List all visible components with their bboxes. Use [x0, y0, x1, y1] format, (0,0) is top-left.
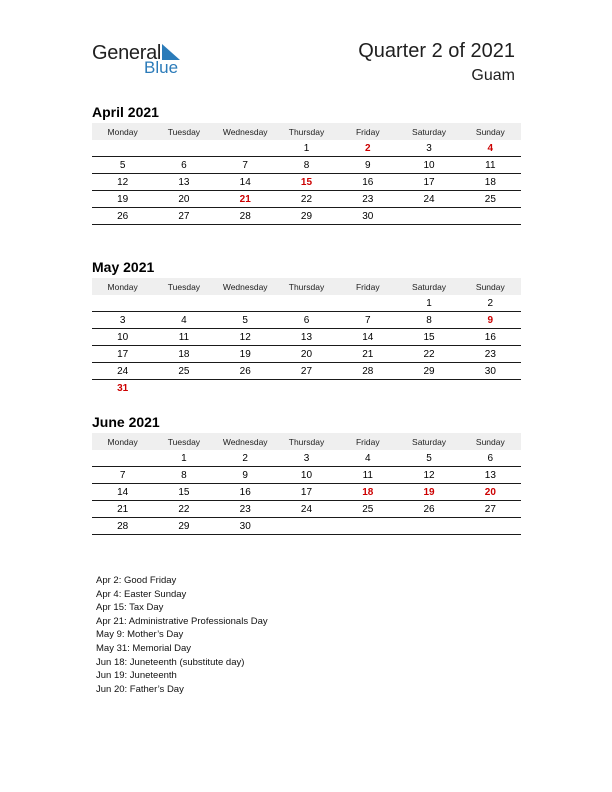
day-cell: 1	[303, 142, 310, 154]
day-cell: 4	[181, 314, 187, 326]
weekday-header	[92, 278, 521, 295]
month-may	[92, 259, 521, 397]
week-row	[92, 467, 521, 484]
holiday-item: May 9: Mother’s Day	[96, 629, 184, 641]
day-cell: 22	[423, 348, 435, 360]
day-cell: 21	[362, 348, 374, 360]
day-cell: 8	[426, 314, 432, 326]
day-cell: 23	[484, 348, 496, 360]
day-cell: 8	[303, 159, 310, 171]
weekday-label: Friday	[355, 281, 380, 292]
day-cell: 9	[242, 469, 248, 481]
day-cell: 27	[178, 210, 190, 222]
day-cell: 14	[239, 176, 251, 188]
day-cell: 7	[119, 469, 126, 481]
week-row	[92, 501, 521, 518]
day-cell: 26	[117, 210, 129, 222]
weekday-label: Monday	[107, 436, 138, 447]
day-cell: 14	[117, 486, 129, 498]
day-cell: 10	[300, 469, 313, 481]
weekday-label: Sunday	[475, 436, 505, 447]
day-cell: 25	[178, 365, 190, 377]
day-cell: 28	[362, 365, 374, 377]
week-row	[92, 380, 521, 397]
day-cell: 21	[239, 193, 251, 205]
day-cell: 21	[117, 503, 129, 515]
country-name: Guam	[471, 67, 515, 84]
day-cell: 15	[300, 176, 313, 188]
holiday-list	[96, 574, 268, 696]
weekday-label: Sunday	[475, 126, 505, 137]
page-title: Quarter 2 of 2021	[358, 40, 515, 62]
month-title: April 2021	[92, 104, 159, 120]
day-cell: 4	[364, 452, 371, 464]
week-row	[92, 518, 521, 535]
weekday-label: Wednesday	[222, 436, 268, 447]
week-row	[92, 346, 521, 363]
week-row	[92, 157, 521, 174]
day-cell: 2	[364, 142, 371, 154]
day-cell: 16	[484, 331, 496, 343]
day-cell: 25	[362, 503, 374, 515]
week-row	[92, 140, 521, 157]
day-cell: 6	[487, 452, 494, 464]
day-cell: 27	[300, 365, 313, 377]
day-cell: 20	[300, 348, 313, 360]
day-cell: 2	[487, 297, 494, 309]
day-cell: 13	[300, 331, 313, 343]
weekday-label: Tuesday	[167, 126, 201, 137]
day-cell: 7	[242, 159, 248, 171]
weekday-label: Thursday	[288, 436, 325, 447]
day-cell: 19	[423, 486, 435, 498]
day-cell: 26	[423, 503, 435, 515]
weekday-label: Saturday	[412, 281, 447, 292]
week-row	[92, 312, 521, 329]
day-cell: 20	[178, 193, 190, 205]
day-cell: 17	[117, 348, 129, 360]
day-cell: 12	[423, 469, 435, 481]
day-cell: 18	[362, 486, 374, 498]
day-cell: 23	[239, 503, 251, 515]
day-cell: 25	[484, 193, 496, 205]
day-cell: 3	[426, 142, 432, 154]
day-cell: 11	[362, 469, 373, 481]
day-cell: 13	[178, 176, 190, 188]
day-cell: 1	[181, 452, 187, 464]
day-cell: 9	[364, 159, 371, 171]
week-row	[92, 484, 521, 501]
holiday-item: Apr 21: Administrative Professionals Day	[96, 615, 268, 627]
holiday-item: Apr 4: Easter Sunday	[96, 588, 187, 600]
holiday-item: May 31: Memorial Day	[96, 642, 192, 654]
weekday-label: Monday	[107, 126, 138, 137]
day-cell: 14	[362, 331, 374, 343]
day-cell: 13	[484, 469, 496, 481]
week-row	[92, 363, 521, 380]
day-cell: 19	[117, 193, 129, 205]
day-cell: 12	[117, 176, 129, 188]
day-cell: 22	[178, 503, 190, 515]
day-cell: 8	[181, 469, 187, 481]
day-cell: 17	[300, 486, 313, 498]
day-cell: 10	[423, 159, 435, 171]
day-cell: 24	[300, 503, 313, 515]
holiday-item: Jun 19: Juneteenth	[96, 670, 177, 682]
month-title: May 2021	[92, 259, 155, 275]
day-cell: 5	[426, 452, 432, 464]
weekday-label: Tuesday	[167, 281, 201, 292]
day-cell: 27	[484, 503, 496, 515]
day-cell: 22	[300, 193, 313, 205]
day-cell: 15	[178, 486, 190, 498]
holiday-item: Apr 15: Tax Day	[96, 602, 164, 614]
day-cell: 9	[487, 314, 494, 326]
month-april	[92, 104, 521, 225]
day-cell: 6	[181, 159, 187, 171]
day-cell: 24	[423, 193, 435, 205]
weekday-label: Saturday	[412, 126, 447, 137]
brand-logo	[92, 40, 192, 80]
weekday-header	[92, 123, 521, 140]
week-row	[92, 191, 521, 208]
day-cell: 11	[178, 331, 190, 343]
holiday-item: Jun 18: Juneteenth (substitute day)	[96, 656, 245, 668]
month-june	[92, 414, 521, 535]
week-row	[92, 208, 521, 225]
day-cell: 16	[239, 486, 251, 498]
weekday-header	[92, 433, 521, 450]
week-row	[92, 174, 521, 191]
day-cell: 20	[484, 486, 496, 498]
day-cell: 19	[239, 348, 251, 360]
weekday-label: Thursday	[288, 281, 325, 292]
day-cell: 16	[362, 176, 374, 188]
week-row	[92, 295, 521, 312]
day-cell: 24	[117, 365, 129, 377]
day-cell: 18	[178, 348, 190, 360]
day-cell: 15	[423, 331, 435, 343]
holiday-item: Apr 2: Good Friday	[96, 575, 177, 586]
day-cell: 3	[303, 452, 310, 464]
day-cell: 28	[117, 520, 129, 532]
day-cell: 3	[119, 314, 126, 326]
day-cell: 31	[117, 383, 129, 394]
day-cell: 11	[485, 159, 496, 171]
day-cell: 7	[364, 314, 371, 326]
day-cell: 18	[484, 176, 496, 188]
day-cell: 6	[303, 314, 310, 326]
day-cell: 30	[484, 365, 496, 377]
day-cell: 29	[178, 520, 190, 532]
day-cell: 2	[242, 452, 248, 464]
day-cell: 4	[487, 142, 494, 154]
day-cell: 5	[119, 159, 126, 171]
weekday-label: Thursday	[288, 126, 325, 137]
weekday-label: Tuesday	[167, 436, 201, 447]
day-cell: 29	[300, 210, 313, 222]
week-row	[92, 450, 521, 467]
weekday-label: Wednesday	[222, 126, 268, 137]
weekday-label: Wednesday	[222, 281, 268, 292]
day-cell: 26	[239, 365, 251, 377]
weekday-label: Saturday	[412, 436, 447, 447]
weekday-label: Friday	[355, 436, 380, 447]
day-cell: 5	[242, 314, 248, 326]
day-cell: 10	[117, 331, 129, 343]
holiday-item: Jun 20: Father’s Day	[96, 683, 184, 695]
weekday-label: Monday	[107, 281, 138, 292]
month-title: June 2021	[92, 414, 160, 430]
day-cell: 1	[426, 297, 432, 309]
day-cell: 28	[239, 210, 251, 222]
day-cell: 30	[362, 210, 374, 222]
day-cell: 23	[362, 193, 374, 205]
weekday-label: Sunday	[475, 281, 505, 292]
brand-word-general: General	[92, 42, 162, 64]
day-cell: 17	[423, 176, 435, 188]
day-cell: 12	[239, 331, 251, 343]
day-cell: 29	[423, 365, 435, 377]
day-cell: 30	[239, 520, 251, 532]
weekday-label: Friday	[355, 126, 380, 137]
brand-word-blue: Blue	[144, 58, 179, 77]
week-row	[92, 329, 521, 346]
